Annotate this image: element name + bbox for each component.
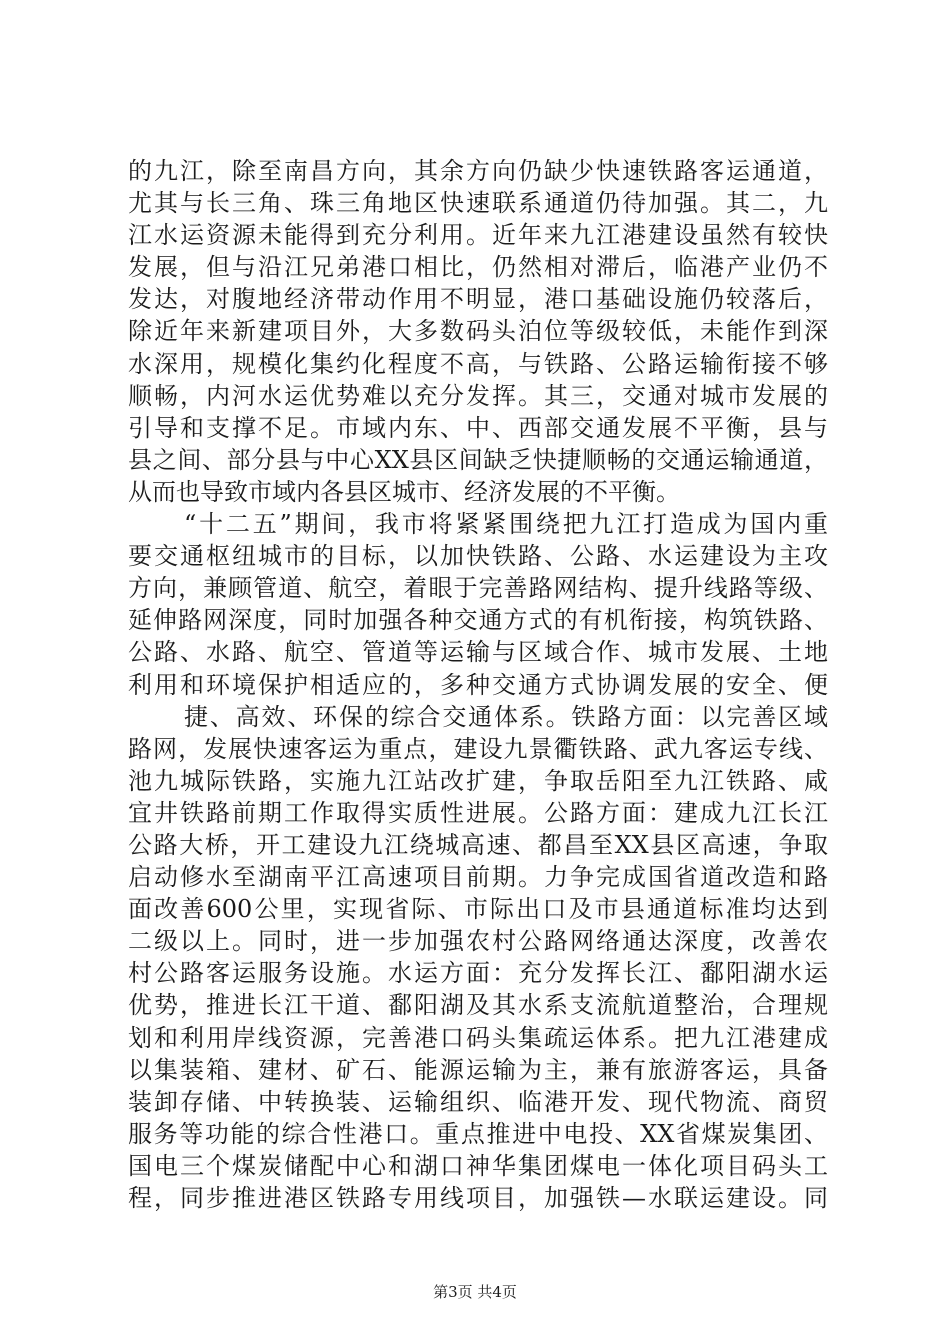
- text-line: 村公路客运服务设施。水运方面：充分发挥长江、鄱阳湖水运: [128, 959, 828, 988]
- body-text: [128, 155, 828, 1214]
- text-line: 路网，发展快速客运为重点，建设九景衢铁路、武九客运专线、: [128, 734, 828, 763]
- text-line: 要交通枢纽城市的目标，以加快铁路、公路、水运建设为主攻: [128, 542, 828, 571]
- text-line: 县之间、部分县与中心XX县区间缺乏快捷顺畅的交通运输通道，: [128, 445, 828, 474]
- text-line: 从而也导致市域内各县区城市、经济发展的不平衡。: [128, 477, 680, 506]
- text-line: 服务等功能的综合性港口。重点推进中电投、XX省煤炭集团、: [128, 1119, 828, 1148]
- text-line: 优势，推进长江干道、鄱阳湖及其水系支流航道整治，合理规: [128, 991, 828, 1020]
- text-line: 发展，但与沿江兄弟港口相比，仍然相对滞后，临港产业仍不: [128, 253, 828, 282]
- text-line: 程，同步推进港区铁路专用线项目，加强铁—水联运建设。同: [128, 1184, 828, 1212]
- page-footer: 第3页 共4页: [433, 1283, 517, 1301]
- text-line: 装卸存储、中转换装、运输组织、临港开发、现代物流、商贸: [128, 1087, 828, 1116]
- text-line: 捷、高效、环保的综合交通体系。铁路方面：以完善区域: [184, 702, 828, 731]
- text-line: 国电三个煤炭储配中心和湖口神华集团煤电一体化项目码头工: [128, 1151, 828, 1180]
- text-line: 公路、水路、航空、管道等运输与区域合作、城市发展、土地: [128, 638, 828, 667]
- text-line: 面改善600公里，实现省际、市际出口及市县通道标准均达到: [128, 895, 828, 924]
- text-line: 以集装箱、建材、矿石、能源运输为主，兼有旅游客运，具备: [128, 1055, 828, 1084]
- text-line: 的九江，除至南昌方向，其余方向仍缺少快速铁路客运通道，: [128, 157, 828, 185]
- text-line: 利用和环境保护相适应的，多种交通方式协调发展的安全、便: [128, 670, 828, 699]
- text-line: 公路大桥，开工建设九江绕城高速、都昌至XX县区高速，争取: [128, 830, 828, 859]
- text-line: “十二五”期间，我市将紧紧围绕把九江打造成为国内重: [184, 510, 828, 539]
- text-line: 引导和支撑不足。市域内东、中、西部交通发展不平衡，县与: [128, 413, 828, 442]
- text-line: 顺畅，内河水运优势难以充分发挥。其三，交通对城市发展的: [128, 381, 828, 410]
- text-line: 方向，兼顾管道、航空，着眼于完善路网结构、提升线路等级、: [128, 574, 828, 603]
- text-line: 除近年来新建项目外，大多数码头泊位等级较低，未能作到深: [128, 317, 828, 346]
- text-line: 延伸路网深度，同时加强各种交通方式的有机衔接，构筑铁路、: [128, 606, 828, 635]
- text-line: 宜井铁路前期工作取得实质性进展。公路方面：建成九江长江: [128, 798, 828, 827]
- text-line: 二级以上。同时，进一步加强农村公路网络通达深度，改善农: [128, 927, 828, 956]
- text-line: 江水运资源未能得到充分利用。近年来九江港建设虽然有较快: [128, 221, 828, 250]
- text-line: 划和利用岸线资源，完善港口码头集疏运体系。把九江港建成: [128, 1023, 828, 1052]
- text-line: 尤其与长三角、珠三角地区快速联系通道仍待加强。其二，九: [128, 189, 828, 218]
- text-line: 池九城际铁路，实施九江站改扩建，争取岳阳至九江铁路、咸: [128, 766, 828, 795]
- text-line: 发达，对腹地经济带动作用不明显，港口基础设施仍较落后，: [128, 285, 828, 314]
- text-line: 启动修水至湖南平江高速项目前期。力争完成国省道改造和路: [128, 863, 828, 892]
- text-line: 水深用，规模化集约化程度不高，与铁路、公路运输衔接不够: [128, 349, 828, 378]
